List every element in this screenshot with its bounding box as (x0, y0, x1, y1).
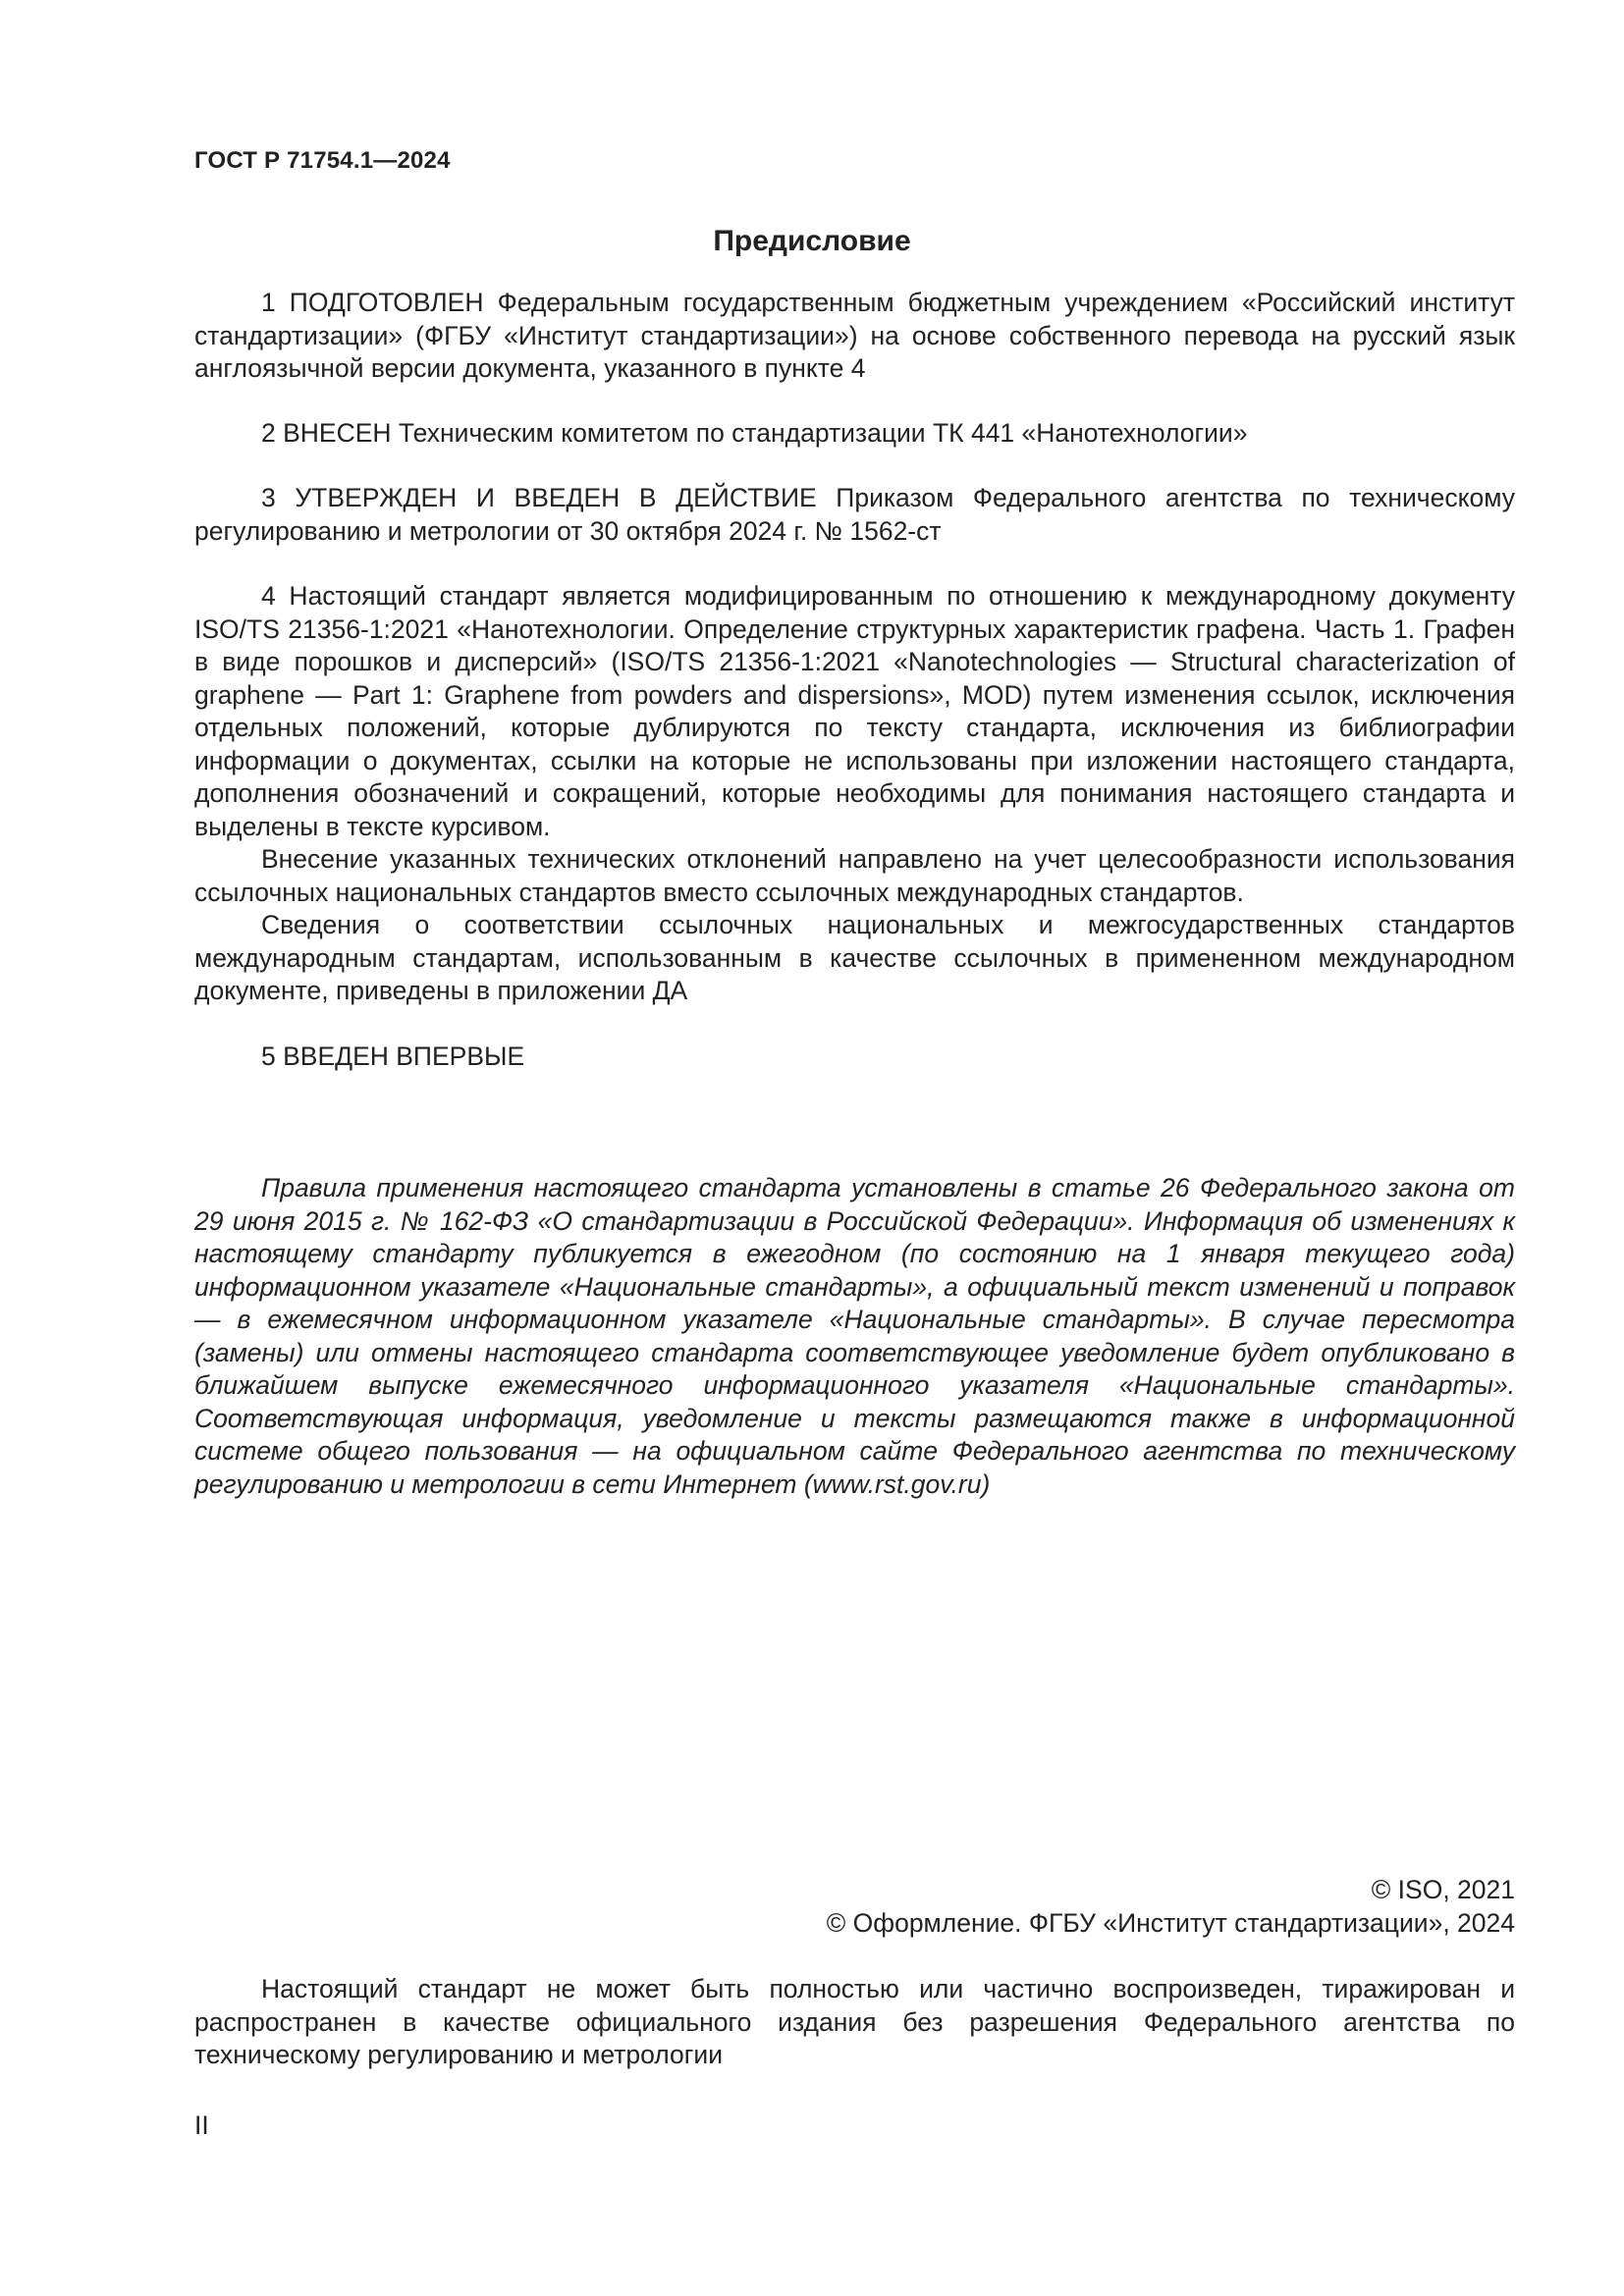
standard-code: ГОСТ Р 71754.1—2024 (194, 147, 451, 174)
preface-item-5-text: 5 ВВЕДЕН ВПЕРВЫЕ (261, 1041, 525, 1071)
preface-item-3 (194, 482, 1515, 548)
reproduction-notice (194, 1973, 1515, 2072)
copyright-iso: © ISO, 2021 (1371, 1875, 1515, 1904)
reproduction-notice-text: Настоящий стандарт не может быть полностью или частично воспроизведен, тиражирован и распространен в качестве официального издания без разрешения Федерального агентства по техническому регулированию и метрологии (194, 1974, 1515, 2069)
preface-item-2 (194, 417, 1515, 451)
preface-item-4-paragraph-3: Сведения о соответствии ссылочных национальных и межгосударственных стандартов международным стандартам, использованным в качестве ссылочных в примененном международном документе, приведены в приложении ДА (194, 910, 1515, 1005)
page-title: Предисловие (713, 225, 911, 257)
preface-item-2-text: 2 ВНЕСЕН Техническим комитетом по стандартизации ТК 441 «Нанотехнологии» (261, 418, 1248, 448)
preface-item-4-paragraph-2: Внесение указанных технических отклонений направлено на учет целесообразности использования ссылочных национальных стандартов вместо ссылочных международных стандартов. (194, 844, 1515, 907)
rules-notice-text: Правила применения настоящего стандарта установлены в статье 26 Федерального закона от 29 июня 2015 г. № 162-ФЗ «О стандартизации в Российской Федерации». Информация об изменениях к настоящему стандарту публикуется в ежегодном (по состоянию на 1 января текущего года) информационном указателе «Национальные стандарты», а официальный текст изменений и поправок — в ежемесячном информационном указателе «Национальные стандарты». В случае пересмотра (замены) или отмены настоящего стандарта соответствующее уведомление будет опубликовано в ближайшем выпуске ежемесячного информационного указателя «Национальные стандарты». Соответствующая информация, уведомление и тексты размещаются также в информационной системе общего пользования — на официальном сайте Федерального агентства по техническому регулированию и метрологии в сети Интернет (www.rst.gov.ru) (194, 1173, 1515, 1499)
preface-item-5 (194, 1041, 1515, 1074)
preface-item-3-text: 3 УТВЕРЖДЕН И ВВЕДЕН В ДЕЙСТВИЕ Приказом Федерального агентства по техническому регулированию и метрологии от 30 октября 2024 г. № 1562-ст (194, 483, 1515, 546)
preface-item-1-text: 1 ПОДГОТОВЛЕН Федеральным государственным бюджетным учреждением «Российский институт стандартизации» (ФГБУ «Институт стандартизации») на основе собственного перевода на русский язык англоязычной версии документа, указанного в пункте 4 (194, 288, 1515, 383)
page-number: II (194, 2110, 209, 2140)
rules-notice (194, 1172, 1515, 1501)
preface-item-4 (194, 580, 1515, 1008)
preface-item-1 (194, 287, 1515, 386)
preface-item-4-paragraph-1: 4 Настоящий стандарт является модифицированным по отношению к международному документу ISO/TS 21356-1:2021 «Нанотехнологии. Определение структурных характеристик графена. Часть 1. Графен в виде порошков и дисперсий» (ISO/TS 21356-1:2021 «Nanotechnologies — Structural characterization of graphene — Part 1: Graphene from powders and dispersions», MOD) путем изменения ссылок, исключения отдельных положений, которые дублируются по тексту стандарта, исключения из библиографии информации о документах, ссылки на которые не использованы при изложении настоящего стандарта, дополнения обозначений и сокращений, которые необходимы для понимания настоящего стандарта и выделены в тексте курсивом. (194, 581, 1515, 841)
copyright-design: © Оформление. ФГБУ «Институт стандартизации», 2024 (826, 1908, 1515, 1938)
